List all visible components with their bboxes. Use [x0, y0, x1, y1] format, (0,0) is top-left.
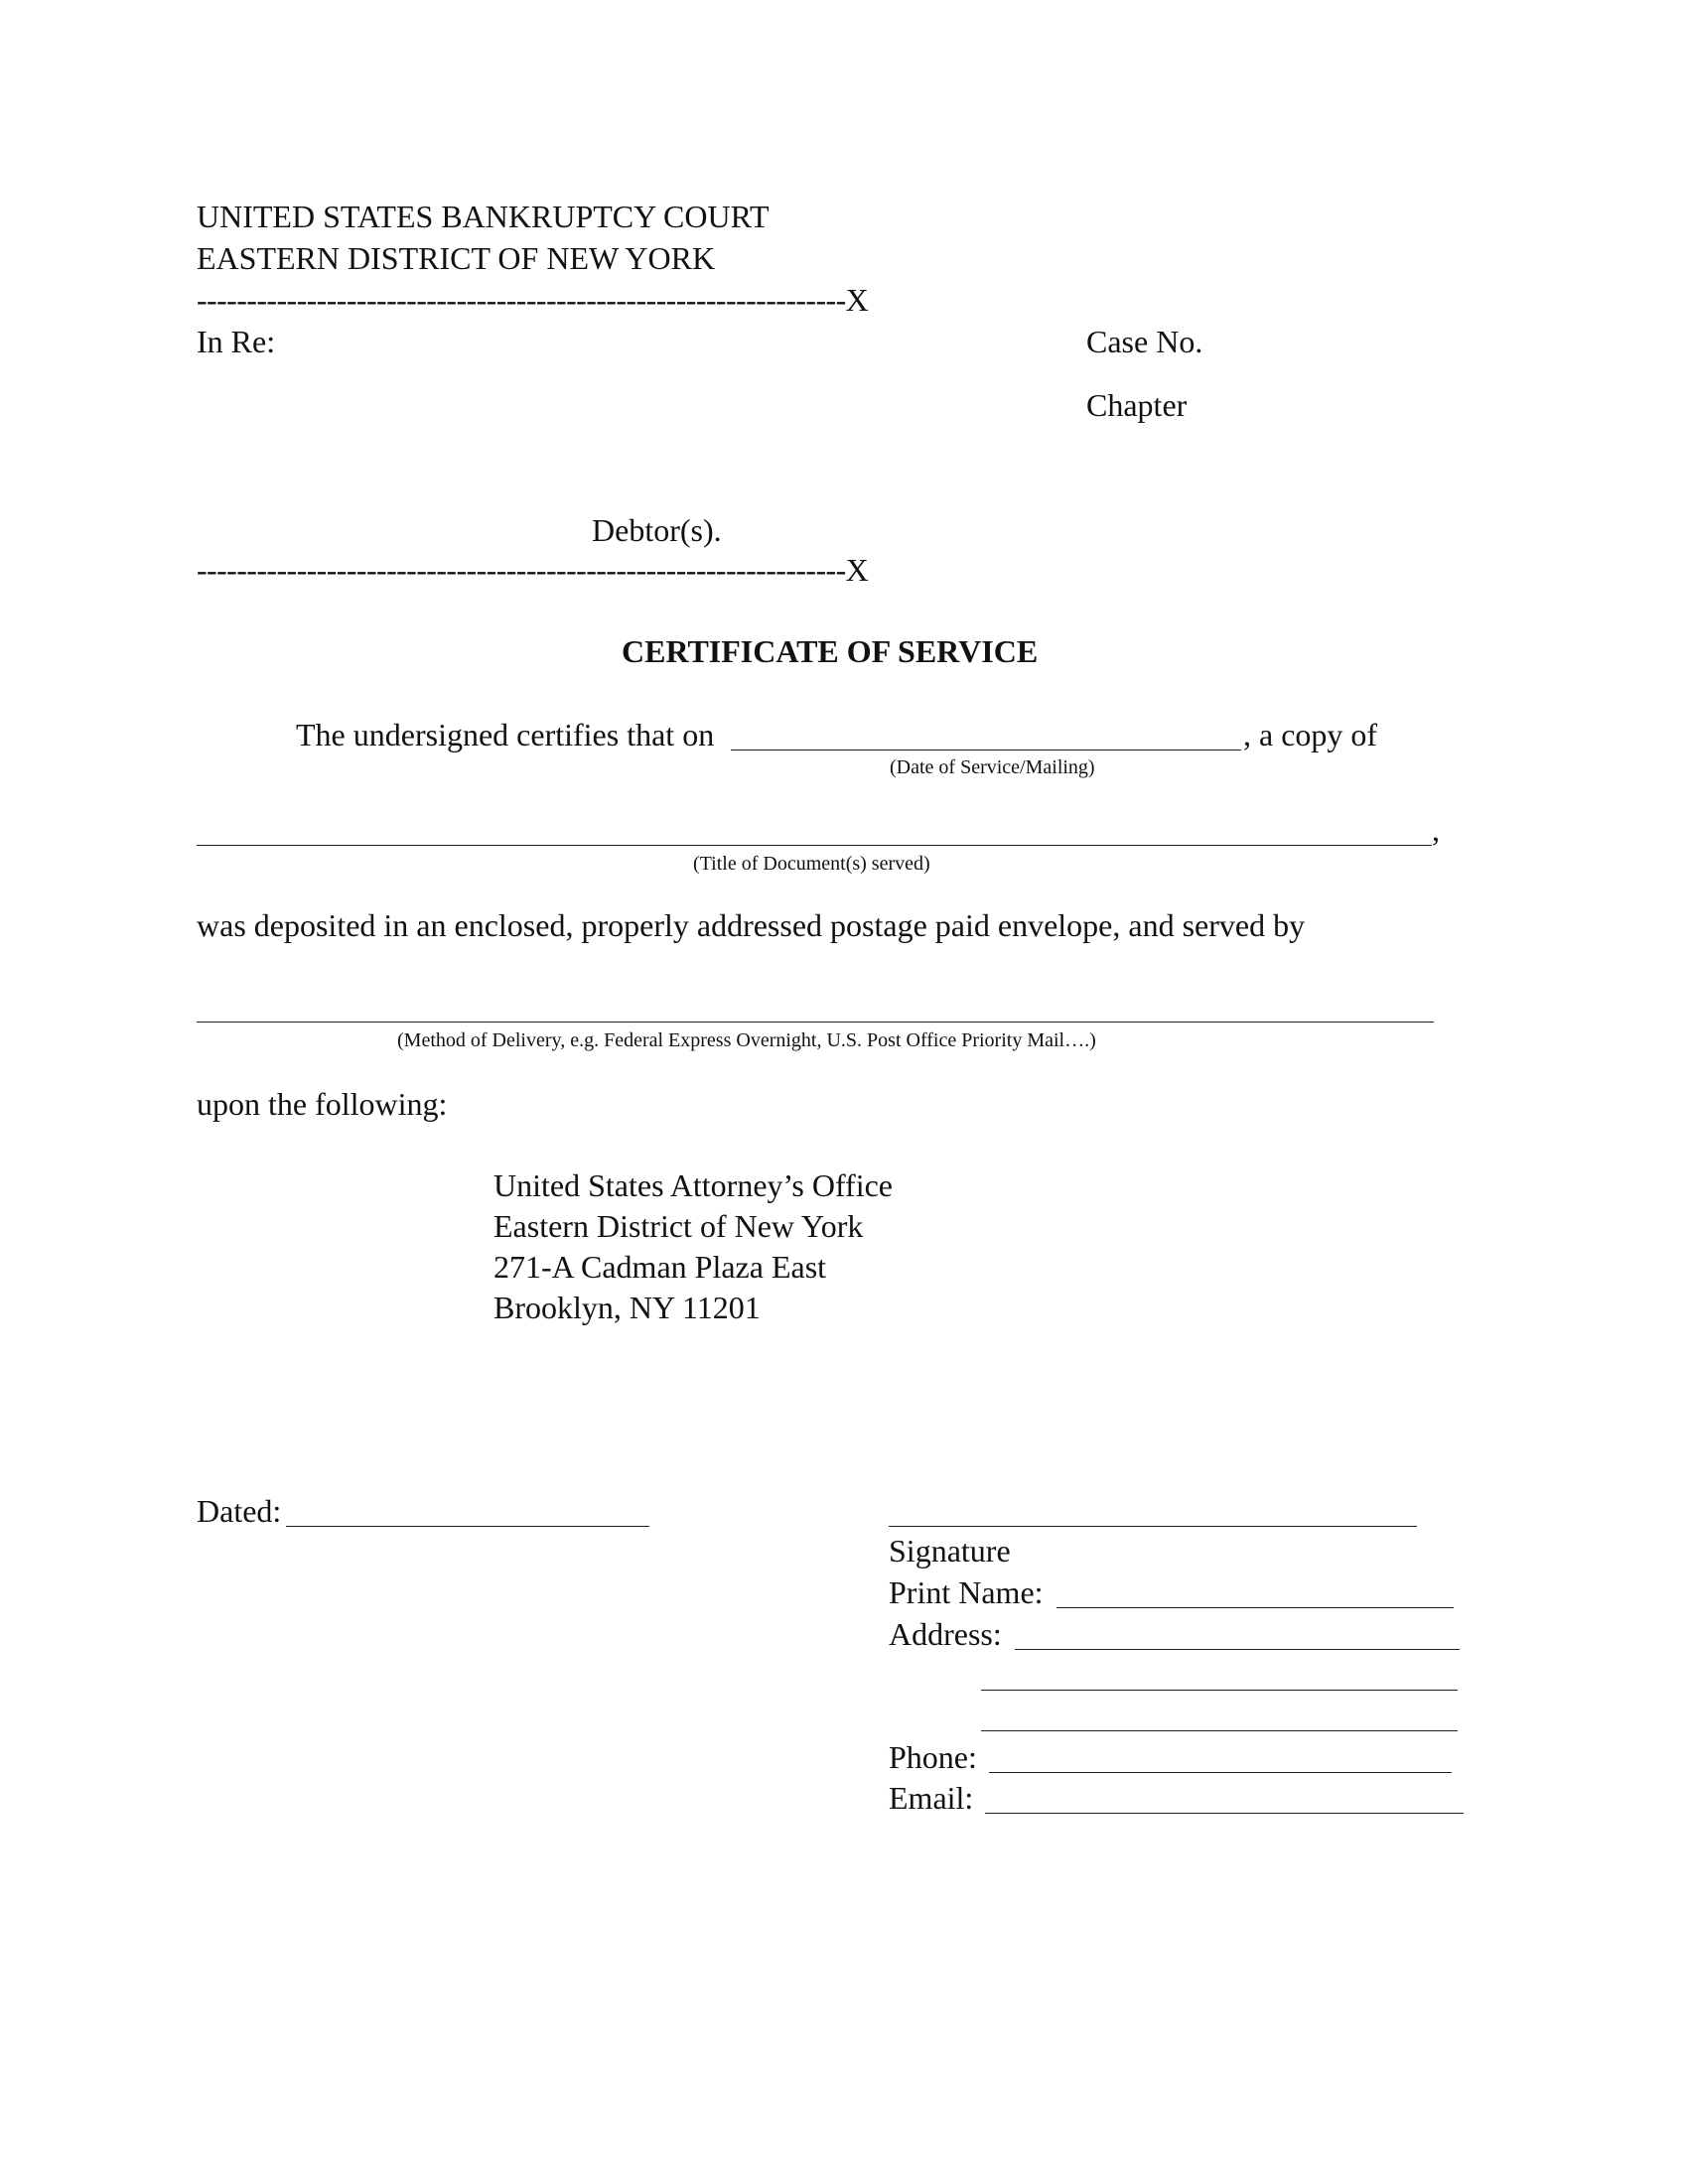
method-of-delivery-field[interactable] — [197, 1022, 1434, 1023]
email-label: Email: — [889, 1780, 974, 1816]
document-title: CERTIFICATE OF SERVICE — [622, 633, 1039, 669]
address-field-line-1[interactable] — [1015, 1649, 1460, 1650]
address-field-line-2[interactable] — [981, 1690, 1458, 1691]
dated-label: Dated: — [197, 1493, 282, 1529]
caption-separator-top: -----------------------------------------------------------------X — [197, 282, 869, 318]
deposited-text: was deposited in an enclosed, properly addressed postage paid envelope, and served by — [197, 907, 1306, 943]
date-of-service-field[interactable] — [731, 750, 1241, 751]
print-name-label: Print Name: — [889, 1574, 1044, 1610]
address-label: Address: — [889, 1616, 1002, 1652]
address-field-line-3[interactable] — [981, 1730, 1458, 1731]
upon-following-text: upon the following: — [197, 1086, 448, 1122]
method-of-delivery-caption: (Method of Delivery, e.g. Federal Express Overnight, U.S. Post Office Priority Mail….) — [397, 1029, 1096, 1051]
chapter-label: Chapter — [1086, 387, 1188, 423]
title-trailing-comma: , — [1432, 812, 1440, 848]
court-district: EASTERN DISTRICT OF NEW YORK — [197, 240, 716, 276]
document-title-caption: (Title of Document(s) served) — [693, 853, 930, 875]
recipient-line-2: Eastern District of New York — [493, 1208, 864, 1244]
phone-field[interactable] — [989, 1772, 1452, 1773]
date-of-service-caption: (Date of Service/Mailing) — [890, 756, 1095, 778]
signature-field[interactable] — [889, 1526, 1417, 1527]
recipient-line-3: 271-A Cadman Plaza East — [493, 1249, 827, 1285]
in-re-label: In Re: — [197, 324, 276, 359]
signature-label: Signature — [889, 1533, 1011, 1569]
print-name-field[interactable] — [1056, 1607, 1454, 1608]
copy-of-text: , a copy of — [1243, 717, 1378, 752]
recipient-line-1: United States Attorney’s Office — [493, 1167, 893, 1203]
document-title-field[interactable] — [197, 845, 1432, 846]
dated-field[interactable] — [286, 1526, 649, 1527]
email-field[interactable] — [985, 1813, 1464, 1814]
court-name: UNITED STATES BANKRUPTCY COURT — [197, 199, 770, 234]
case-no-label: Case No. — [1086, 324, 1203, 359]
recipient-line-4: Brooklyn, NY 11201 — [493, 1290, 761, 1325]
caption-separator-bottom: -----------------------------------------------------------------X — [197, 552, 869, 588]
phone-label: Phone: — [889, 1739, 977, 1775]
certify-lead-text: The undersigned certifies that on — [296, 717, 715, 752]
debtors-label: Debtor(s). — [592, 512, 722, 548]
